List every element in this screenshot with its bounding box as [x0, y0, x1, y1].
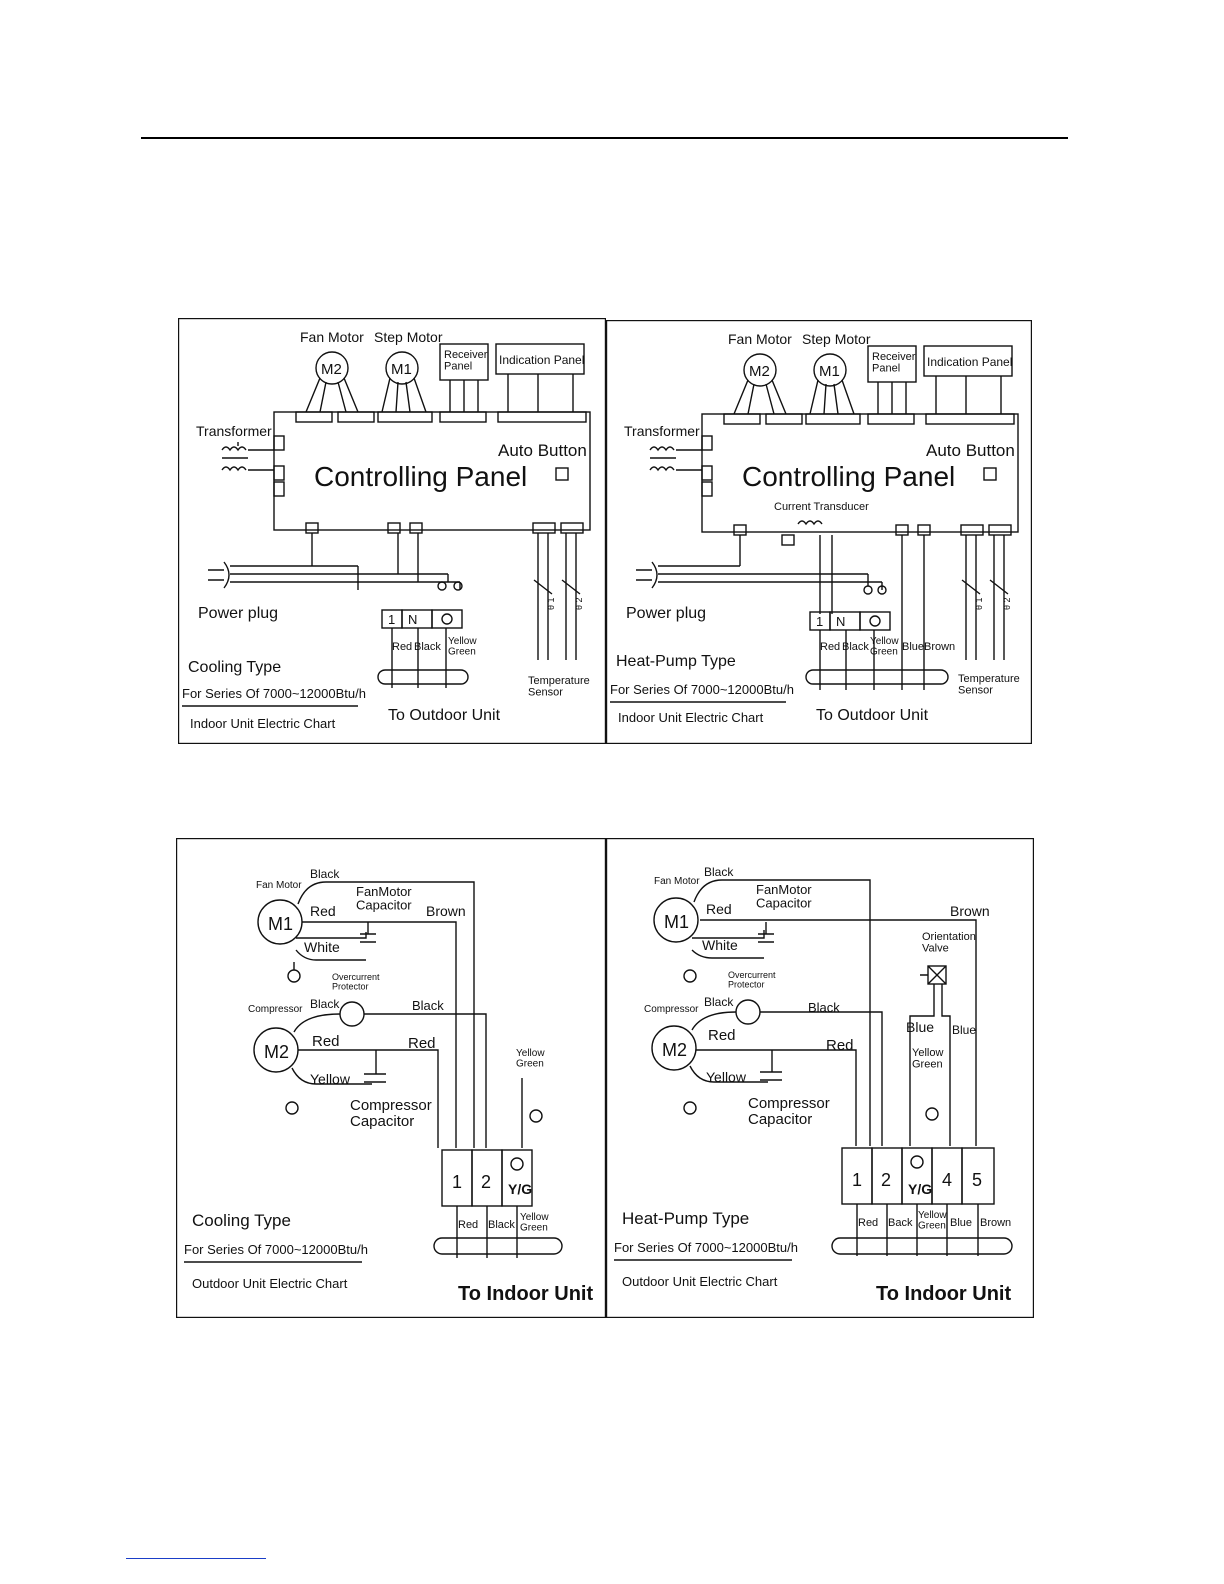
svg-text:Blue: Blue	[906, 1019, 935, 1035]
svg-text:Red: Red	[458, 1219, 479, 1231]
svg-text:Fan Motor: Fan Motor	[654, 876, 700, 887]
svg-text:θ 2: θ 2	[574, 597, 584, 610]
svg-text:M2: M2	[749, 363, 770, 380]
svg-text:Outdoor Unit Electric Chart: Outdoor Unit Electric Chart	[192, 1276, 348, 1291]
svg-text:Black: Black	[310, 867, 340, 881]
svg-text:Yellow: Yellow	[706, 1069, 746, 1085]
svg-text:CompressorCapacitor: Compressor Capacitor	[748, 1095, 830, 1128]
footnote-rule	[126, 1558, 266, 1559]
svg-text:Brown: Brown	[924, 641, 956, 653]
power-plug-label: Power plug	[198, 605, 279, 622]
controlling-panel-title: Controlling Panel	[314, 461, 528, 492]
indoor-cooling-diagram	[178, 318, 606, 744]
svg-text:CompressorCapacitor: Compressor Capacitor	[350, 1097, 432, 1130]
step-motor-label: Step Motor	[374, 329, 443, 345]
svg-text:Y/G: Y/G	[908, 1181, 933, 1197]
auto-button-label: Auto Button	[498, 441, 587, 460]
svg-text:Step Motor: Step Motor	[802, 331, 871, 347]
indication-panel-label: Indication Panel	[499, 353, 585, 367]
svg-text:M1: M1	[268, 914, 294, 934]
orientation-valve-label: Orientation	[922, 931, 976, 943]
svg-text:Black: Black	[808, 1000, 840, 1015]
svg-text:1: 1	[852, 1170, 863, 1190]
svg-text:Red: Red	[826, 1037, 854, 1054]
svg-text:Brown: Brown	[426, 903, 466, 919]
svg-text:Red: Red	[312, 1033, 340, 1050]
svg-text:Black: Black	[310, 997, 340, 1011]
svg-text:TemperatureSensor: Temperature Sensor	[958, 673, 1020, 697]
cooling-type-title: Cooling Type	[188, 659, 282, 676]
header-rule	[141, 137, 1068, 139]
svg-text:N: N	[408, 612, 418, 627]
svg-text:Fan Motor: Fan Motor	[728, 331, 792, 347]
heat-pump-type-title: Heat-Pump Type	[616, 653, 736, 670]
svg-text:1: 1	[452, 1172, 463, 1192]
svg-text:FanMotorCapacitor: FanMotor Capacitor	[756, 882, 812, 911]
svg-text:2: 2	[881, 1170, 892, 1190]
svg-text:Blue: Blue	[950, 1217, 973, 1229]
receiver-panel-label: Receiver	[444, 349, 488, 361]
svg-text:ReceiverPanel: Receiver Panel	[872, 351, 916, 375]
svg-text:4: 4	[942, 1170, 953, 1190]
svg-text:Brown: Brown	[950, 903, 990, 919]
svg-text:Blue: Blue	[902, 641, 925, 653]
svg-text:Heat-Pump Type: Heat-Pump Type	[622, 1209, 750, 1228]
to-outdoor-unit-label: To Outdoor Unit	[388, 707, 501, 724]
outdoor-heat-pump-diagram	[606, 838, 1034, 1318]
svg-text:Black: Black	[842, 641, 869, 653]
svg-text:Controlling Panel: Controlling Panel	[742, 461, 956, 492]
svg-text:Indoor Unit Electric Chart: Indoor Unit Electric Chart	[190, 716, 336, 731]
svg-text:Back: Back	[888, 1217, 913, 1229]
outdoor-cooling-diagram	[176, 838, 606, 1318]
svg-text:White: White	[304, 939, 340, 955]
svg-text:M1: M1	[819, 363, 840, 380]
svg-text:Transformer: Transformer	[624, 423, 700, 439]
svg-text:Compressor: Compressor	[248, 1004, 303, 1015]
svg-text:Auto Button: Auto Button	[926, 441, 1015, 460]
svg-text:For Series Of 7000~12000Btu/h: For Series Of 7000~12000Btu/h	[610, 682, 794, 697]
indoor-heat-pump-diagram	[606, 320, 1032, 744]
svg-text:FanMotorCapacitor: FanMotor Capacitor	[356, 884, 412, 913]
svg-text:Red: Red	[408, 1035, 436, 1052]
svg-text:M1: M1	[391, 361, 412, 378]
svg-text:Black: Black	[488, 1219, 515, 1231]
svg-text:M2: M2	[321, 361, 342, 378]
to-indoor-unit-label: To Indoor Unit	[458, 1283, 594, 1305]
fan-motor-label: Fan Motor	[300, 329, 364, 345]
svg-text:θ 2: θ 2	[1002, 597, 1012, 610]
svg-text:θ 1: θ 1	[546, 597, 556, 610]
svg-text:Yellow: Yellow	[310, 1071, 350, 1087]
svg-text:Red: Red	[820, 641, 841, 653]
svg-text:M1: M1	[664, 912, 690, 932]
svg-text:θ 1: θ 1	[974, 597, 984, 610]
svg-text:N: N	[836, 614, 846, 629]
svg-text:To Outdoor Unit: To Outdoor Unit	[816, 707, 929, 724]
svg-text:Indication Panel: Indication Panel	[927, 355, 1013, 369]
svg-text:OrientationValve: Orientation Valve	[922, 931, 976, 955]
svg-text:YellowGreen: Yellow Green	[918, 1210, 947, 1232]
svg-text:For Series Of 7000~12000Btu/h: For Series Of 7000~12000Btu/h	[184, 1242, 368, 1257]
svg-text:Red: Red	[392, 641, 413, 653]
auto-button[interactable]	[556, 468, 568, 480]
svg-text:Outdoor Unit Electric Chart: Outdoor Unit Electric Chart	[622, 1274, 778, 1289]
svg-text:M2: M2	[662, 1040, 688, 1060]
svg-text:For Series Of 7000~12000Btu/h: For Series Of 7000~12000Btu/h	[182, 686, 366, 701]
auto-button[interactable]	[984, 468, 996, 480]
current-transducer-label: Current Transducer	[774, 501, 869, 513]
svg-text:YellowGreen: Yellow Green	[516, 1048, 545, 1070]
svg-text:Compressor: Compressor	[644, 1004, 699, 1015]
svg-text:Red: Red	[310, 903, 336, 919]
svg-text:Red: Red	[858, 1217, 879, 1229]
svg-text:Power plug: Power plug	[626, 605, 707, 622]
svg-text:1: 1	[388, 612, 396, 627]
svg-text:M2: M2	[264, 1042, 290, 1062]
svg-text:Black: Black	[414, 641, 441, 653]
svg-text:To Indoor Unit: To Indoor Unit	[876, 1283, 1012, 1305]
svg-text:TemperatureSensor: Temperature Sensor	[528, 675, 590, 699]
svg-text:OvercurrentProtector: Overcurrent Protector	[728, 970, 776, 990]
temperature-sensor-label: Temperature	[528, 675, 590, 687]
svg-text:Red: Red	[706, 901, 732, 917]
svg-text:Blue: Blue	[952, 1023, 977, 1037]
svg-text:Black: Black	[704, 995, 734, 1009]
svg-text:Cooling Type: Cooling Type	[192, 1211, 291, 1230]
svg-text:Indoor Unit Electric Chart: Indoor Unit Electric Chart	[618, 710, 764, 725]
svg-text:2: 2	[481, 1172, 492, 1192]
svg-text:For Series Of 7000~12000Btu/h: For Series Of 7000~12000Btu/h	[614, 1240, 798, 1255]
svg-text:YellowGreen: Yellow Green	[912, 1047, 944, 1071]
svg-text:Brown: Brown	[980, 1217, 1012, 1229]
svg-text:YellowGreen: Yellow Green	[870, 636, 899, 658]
svg-text:Y/G: Y/G	[508, 1181, 533, 1197]
transformer-label: Transformer	[196, 423, 272, 439]
svg-text:Fan Motor: Fan Motor	[256, 880, 302, 891]
svg-text:Black: Black	[412, 998, 444, 1013]
svg-text:1: 1	[816, 614, 824, 629]
svg-text:Red: Red	[708, 1027, 736, 1044]
svg-text:5: 5	[972, 1170, 983, 1190]
svg-text:White: White	[702, 937, 738, 953]
svg-text:OvercurrentProtector: Overcurrent Protector	[332, 972, 380, 992]
svg-text:YellowGreen: Yellow Green	[520, 1212, 549, 1234]
svg-text:ReceiverPanel: Receiver Panel	[444, 349, 488, 373]
svg-text:Black: Black	[704, 865, 734, 879]
svg-text:YellowGreen: Yellow Green	[448, 636, 477, 658]
